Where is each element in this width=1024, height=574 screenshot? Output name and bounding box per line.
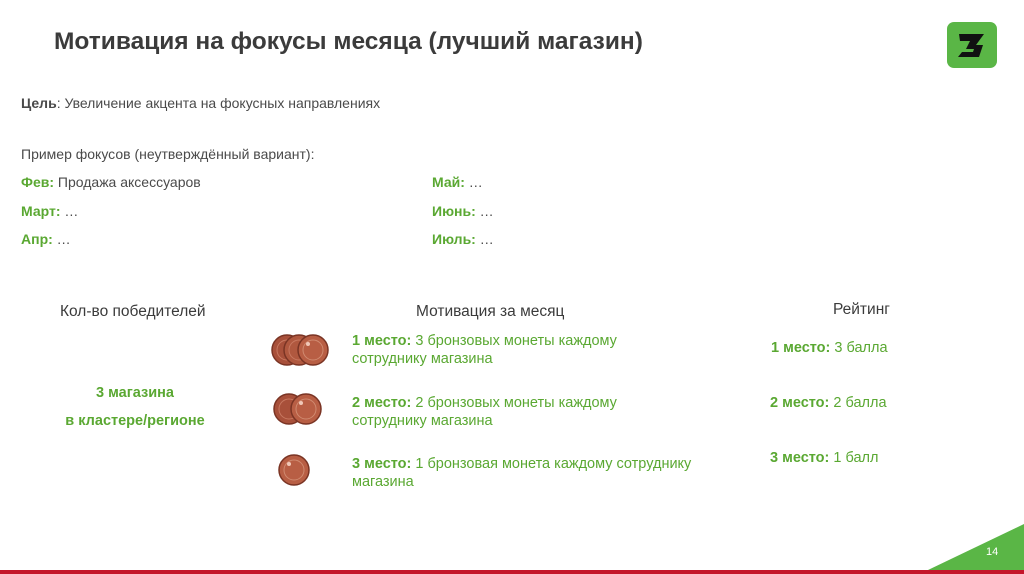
focus-left-0 bbox=[21, 174, 201, 190]
motivation-item-1 bbox=[352, 332, 692, 368]
goal-text: : Увеличение акцента на фокусных направлениях bbox=[56, 95, 381, 111]
rating-item-3 bbox=[770, 450, 878, 466]
footer-bar bbox=[0, 570, 1024, 574]
focus-value: … bbox=[60, 203, 79, 219]
bronze-coin-icon bbox=[298, 335, 328, 365]
rating-points: 2 балла bbox=[829, 395, 887, 411]
coins-1-icon bbox=[274, 450, 314, 490]
motivation-desc: 3 бронзовых монеты каждому сотруднику магазина bbox=[352, 333, 617, 367]
focus-month: Май: bbox=[432, 174, 465, 190]
winners-line-1: 3 магазина bbox=[96, 385, 174, 401]
focus-value: … bbox=[52, 231, 71, 247]
goal-line bbox=[21, 95, 380, 111]
motivation-place: 1 место: bbox=[352, 333, 412, 349]
focus-right-1 bbox=[432, 203, 494, 219]
rating-item-2 bbox=[770, 395, 887, 411]
motivation-item-3 bbox=[352, 455, 692, 491]
focus-month: Июль: bbox=[432, 231, 476, 247]
goal-label: Цель bbox=[21, 95, 57, 111]
focus-right-0 bbox=[432, 174, 483, 190]
motivation-place: 3 место: bbox=[352, 456, 412, 472]
rating-points: 3 балла bbox=[830, 340, 888, 356]
motivation-desc: 1 бронзовая монета каждому сотруднику магазина bbox=[352, 456, 692, 490]
bronze-coin-icon bbox=[291, 394, 321, 424]
rating-points: 1 балл bbox=[829, 450, 879, 466]
focus-right-2 bbox=[432, 231, 494, 247]
brand-logo-icon bbox=[946, 21, 998, 69]
focus-value: … bbox=[475, 231, 494, 247]
focus-value: Продажа аксессуаров bbox=[54, 174, 201, 190]
coins-3-icon bbox=[270, 330, 334, 370]
bronze-coin-icon bbox=[279, 455, 309, 485]
column-header-rating: Рейтинг bbox=[833, 301, 890, 318]
focus-month: Фев: bbox=[21, 174, 55, 190]
motivation-desc: 2 бронзовых монеты каждому сотруднику магазина bbox=[352, 395, 617, 429]
focus-value: … bbox=[464, 174, 483, 190]
coins-2-icon bbox=[270, 389, 326, 429]
column-header-motivation: Мотивация за месяц bbox=[416, 303, 565, 320]
rating-place: 2 место: bbox=[770, 395, 830, 411]
corner-decoration bbox=[928, 524, 1024, 570]
motivation-place: 2 место: bbox=[352, 395, 412, 411]
winners-line-2: в кластере/регионе bbox=[65, 413, 205, 429]
example-heading: Пример фокусов (неутверждённый вариант): bbox=[21, 146, 315, 162]
focus-month: Июнь: bbox=[432, 203, 476, 219]
focus-value: … bbox=[475, 203, 494, 219]
focus-left-1 bbox=[21, 203, 78, 219]
focus-left-2 bbox=[21, 231, 71, 247]
focus-month: Март: bbox=[21, 203, 61, 219]
rating-place: 3 место: bbox=[770, 450, 830, 466]
page-title: Мотивация на фокусы месяца (лучший магазин) bbox=[54, 28, 643, 55]
rating-item-1 bbox=[771, 340, 888, 356]
column-header-winners: Кол-во победителей bbox=[60, 303, 206, 320]
motivation-item-2 bbox=[352, 394, 692, 430]
rating-place: 1 место: bbox=[771, 340, 831, 356]
focus-month: Апр: bbox=[21, 231, 53, 247]
page-number: 14 bbox=[986, 546, 999, 558]
